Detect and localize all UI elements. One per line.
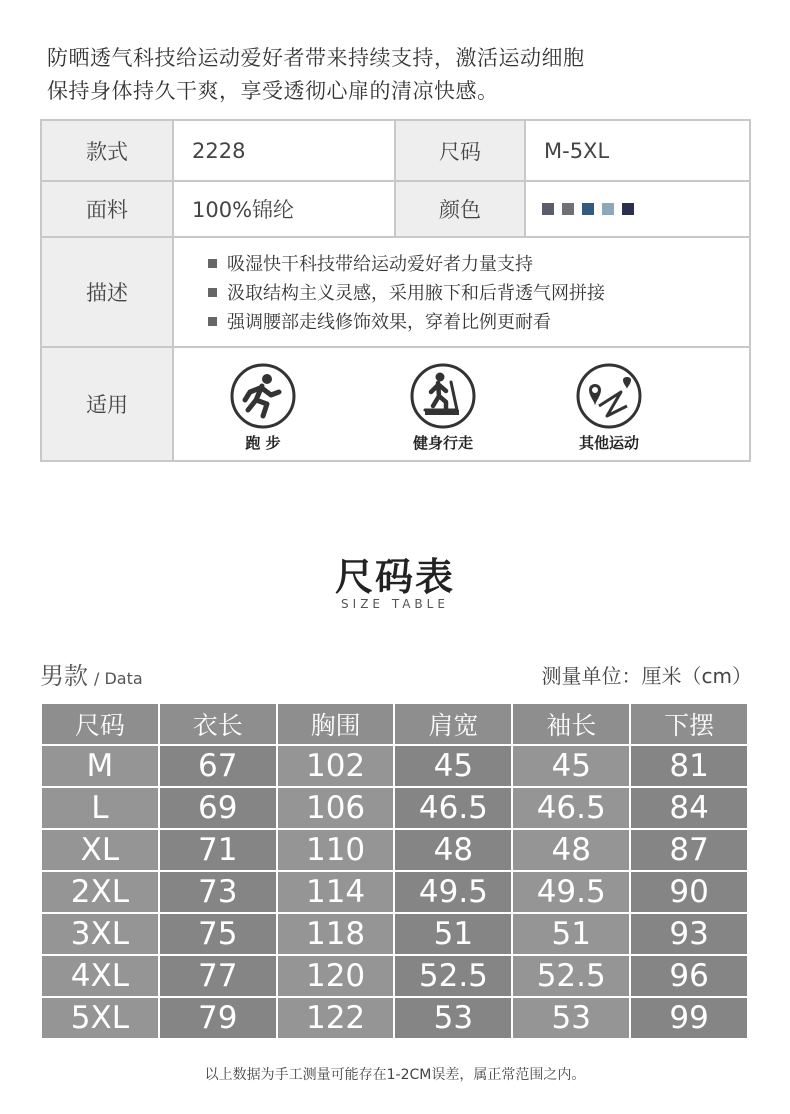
usage-icons	[173, 347, 750, 461]
intro-line-1: 防晒透气科技给运动爱好者带来持续支持，激活运动细胞	[47, 46, 585, 70]
size-cell: 51	[512, 913, 630, 955]
size-cell: 5XL	[41, 997, 159, 1039]
description-list	[173, 237, 750, 347]
size-cell: 75	[159, 913, 277, 955]
header-hem: 下摆	[630, 703, 748, 745]
size-cell: 52.5	[394, 955, 512, 997]
size-cell: 48	[394, 829, 512, 871]
spec-row-fabric	[41, 181, 750, 237]
description-item: 强调腰部走线修饰效果，穿着比例更耐看	[208, 307, 749, 336]
bullet-square-icon	[208, 317, 217, 326]
size-cell: 110	[277, 829, 395, 871]
size-row	[41, 913, 748, 955]
usage-label-treadmill: 健身行走	[412, 434, 473, 452]
size-cell: 69	[159, 787, 277, 829]
size-header-row	[41, 703, 748, 745]
description-label: 描述	[41, 237, 173, 347]
size-row	[41, 997, 748, 1039]
size-cell: 73	[159, 871, 277, 913]
usage-running	[208, 362, 318, 453]
header-length: 衣长	[159, 703, 277, 745]
spec-row-description	[41, 237, 750, 347]
size-cell: 45	[394, 745, 512, 787]
description-item: 吸湿快干科技带给运动爱好者力量支持	[208, 249, 749, 278]
style-label: 款式	[41, 120, 173, 181]
fabric-label: 面料	[41, 181, 173, 237]
header-sleeve: 袖长	[512, 703, 630, 745]
usage-label-other: 其他运动	[578, 434, 639, 452]
usage-label-running: 跑 步	[245, 434, 281, 452]
size-row	[41, 871, 748, 913]
intro-text	[47, 42, 585, 108]
size-value: M-5XL	[525, 120, 750, 181]
color-swatch	[562, 203, 574, 215]
size-row	[41, 955, 748, 997]
size-row	[41, 745, 748, 787]
size-cell: 71	[159, 829, 277, 871]
size-cell: 118	[277, 913, 395, 955]
bullet-square-icon	[208, 288, 217, 297]
size-cell: 51	[394, 913, 512, 955]
size-cell: 87	[630, 829, 748, 871]
size-cell: 67	[159, 745, 277, 787]
size-table-subtitle: SIZE TABLE	[341, 597, 449, 611]
spec-row-style	[41, 120, 750, 181]
style-value: 2228	[173, 120, 395, 181]
size-cell: 53	[394, 997, 512, 1039]
size-cell: 46.5	[394, 787, 512, 829]
color-swatches	[525, 181, 750, 237]
size-cell: 2XL	[41, 871, 159, 913]
description-item: 汲取结构主义灵感，采用腋下和后背透气网拼接	[208, 278, 749, 307]
color-swatch	[542, 203, 554, 215]
size-cell: 120	[277, 955, 395, 997]
size-cell: L	[41, 787, 159, 829]
header-size: 尺码	[41, 703, 159, 745]
measure-unit: 测量单位：厘米（cm）	[541, 664, 752, 688]
bullet-square-icon	[208, 259, 217, 268]
size-cell: M	[41, 745, 159, 787]
intro-line-2: 保持身体持久干爽，享受透彻心扉的清凉快感。	[47, 79, 499, 103]
header-chest: 胸围	[277, 703, 395, 745]
size-cell: 53	[512, 997, 630, 1039]
size-cell: 45	[512, 745, 630, 787]
location-route-icon	[575, 362, 643, 430]
fabric-value: 100%锦纶	[173, 181, 395, 237]
size-cell: XL	[41, 829, 159, 871]
usage-label: 适用	[41, 347, 173, 461]
usage-other	[554, 362, 664, 453]
size-row	[41, 787, 748, 829]
size-cell: 93	[630, 913, 748, 955]
running-icon	[229, 362, 297, 430]
measurement-note: 以上数据为手工测量可能存在1-2CM误差，属正常范围之内。	[204, 1067, 586, 1083]
size-cell: 4XL	[41, 955, 159, 997]
size-cell: 49.5	[512, 871, 630, 913]
size-cell: 46.5	[512, 787, 630, 829]
treadmill-icon	[409, 362, 477, 430]
size-cell: 114	[277, 871, 395, 913]
color-swatch	[582, 203, 594, 215]
color-swatch	[602, 203, 614, 215]
size-cell: 52.5	[512, 955, 630, 997]
spec-table	[40, 119, 751, 462]
size-cell: 106	[277, 787, 395, 829]
size-cell: 122	[277, 997, 395, 1039]
size-cell: 3XL	[41, 913, 159, 955]
size-cell: 81	[630, 745, 748, 787]
header-shoulder: 肩宽	[394, 703, 512, 745]
size-cell: 99	[630, 997, 748, 1039]
size-cell: 48	[512, 829, 630, 871]
size-cell: 84	[630, 787, 748, 829]
size-cell: 96	[630, 955, 748, 997]
size-cell: 90	[630, 871, 748, 913]
color-swatch	[622, 203, 634, 215]
size-cell: 102	[277, 745, 395, 787]
gender-label: 男款	[40, 662, 88, 690]
size-row	[41, 829, 748, 871]
size-cell: 77	[159, 955, 277, 997]
gender-sub-label: / Data	[94, 669, 143, 688]
size-table-title: 尺码表	[334, 555, 455, 599]
size-chart-table	[40, 702, 749, 1040]
size-cell: 79	[159, 997, 277, 1039]
gender-heading	[40, 656, 143, 691]
spec-row-usage	[41, 347, 750, 461]
size-cell: 49.5	[394, 871, 512, 913]
usage-treadmill	[388, 362, 498, 453]
color-label: 颜色	[395, 181, 525, 237]
size-label: 尺码	[395, 120, 525, 181]
